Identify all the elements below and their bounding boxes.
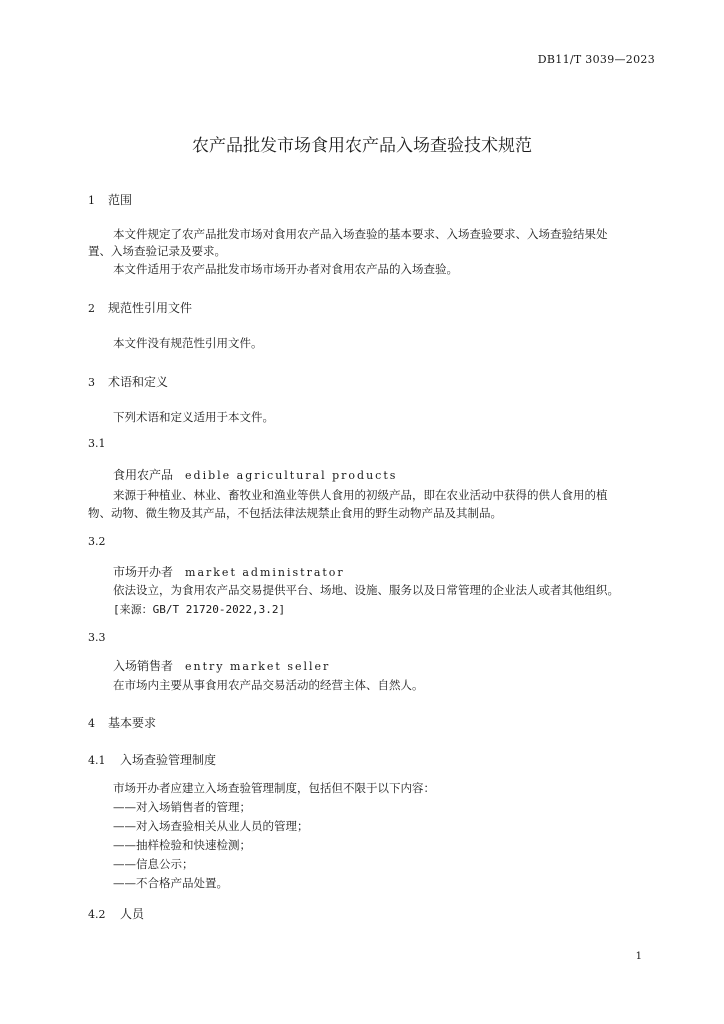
section-title: 基本要求 <box>108 716 157 730</box>
paragraph: 市场开办者应建立入场查验管理制度，包括但不限于以下内容： <box>113 781 435 795</box>
document-title: 农产品批发市场食用农产品入场查验技术规范 <box>192 136 532 156</box>
clause-number-3-3: 3.3 <box>88 631 106 644</box>
term-3-1 <box>113 466 397 483</box>
term-english: edible agricultural products <box>185 469 398 482</box>
subsection-4-1-heading <box>88 751 216 768</box>
section-2-heading <box>88 299 192 316</box>
section-number: 2 <box>88 302 95 315</box>
list-item: ——抽样检验和快速检测； <box>113 838 251 852</box>
term-definition: 在市场内主要从事食用农产品交易活动的经营主体、自然人。 <box>113 678 424 692</box>
section-title: 术语和定义 <box>108 375 169 389</box>
section-4-heading <box>88 714 156 731</box>
term-definition: 来源于种植业、林业、畜牧业和渔业等供人食用的初级产品，即在农业活动中获得的供人食用的植 <box>113 488 608 502</box>
term-chinese: 食用农产品 <box>113 468 174 482</box>
section-title: 规范性引用文件 <box>108 301 193 315</box>
list-item: ——信息公示； <box>113 857 194 871</box>
paragraph: 本文件适用于农产品批发市场市场开办者对食用农产品的入场查验。 <box>113 262 458 276</box>
list-item: ——对入场销售者的管理； <box>113 800 251 814</box>
term-english: market administrator <box>185 566 345 579</box>
paragraph: 本文件没有规范性引用文件。 <box>113 336 263 350</box>
clause-number-3-1: 3.1 <box>88 437 106 450</box>
subsection-4-2-heading <box>88 905 144 922</box>
paragraph: 本文件规定了农产品批发市场对食用农产品入场查验的基本要求、入场查验要求、入场查验结果处 <box>113 227 608 241</box>
subsection-title: 入场查验管理制度 <box>120 753 217 767</box>
section-number: 4 <box>88 717 95 730</box>
subsection-number: 4.2 <box>88 908 106 921</box>
section-number: 3 <box>88 376 95 389</box>
term-definition: 依法设立，为食用农产品交易提供平台、场地、设施、服务以及日常管理的企业法人或者其他组织。 <box>113 583 619 597</box>
term-english: entry market seller <box>185 660 331 673</box>
document-code: DB11/T 3039—2023 <box>537 53 655 66</box>
section-3-heading <box>88 373 168 390</box>
clause-number-3-2: 3.2 <box>88 535 106 548</box>
list-item: ——不合格产品处置。 <box>113 876 228 890</box>
section-number: 1 <box>88 194 95 207</box>
term-source: [来源：GB/T 21720-2022,3.2] <box>113 603 286 616</box>
page-number: 1 <box>635 951 642 962</box>
paragraph: 下列术语和定义适用于本文件。 <box>113 410 274 424</box>
term-3-3 <box>113 657 330 674</box>
term-3-2 <box>113 563 345 580</box>
section-title: 范围 <box>108 193 133 207</box>
list-item: ——对入场查验相关从业人员的管理； <box>113 819 309 833</box>
subsection-title: 人员 <box>120 907 145 921</box>
subsection-number: 4.1 <box>88 754 106 767</box>
paragraph-continuation: 置、入场查验记录及要求。 <box>88 244 226 258</box>
section-1-heading <box>88 191 132 208</box>
term-definition-continuation: 物、动物、微生物及其产品，不包括法律法规禁止食用的野生动物产品及其制品。 <box>88 506 502 520</box>
term-chinese: 入场销售者 <box>113 659 174 673</box>
term-chinese: 市场开办者 <box>113 565 174 579</box>
